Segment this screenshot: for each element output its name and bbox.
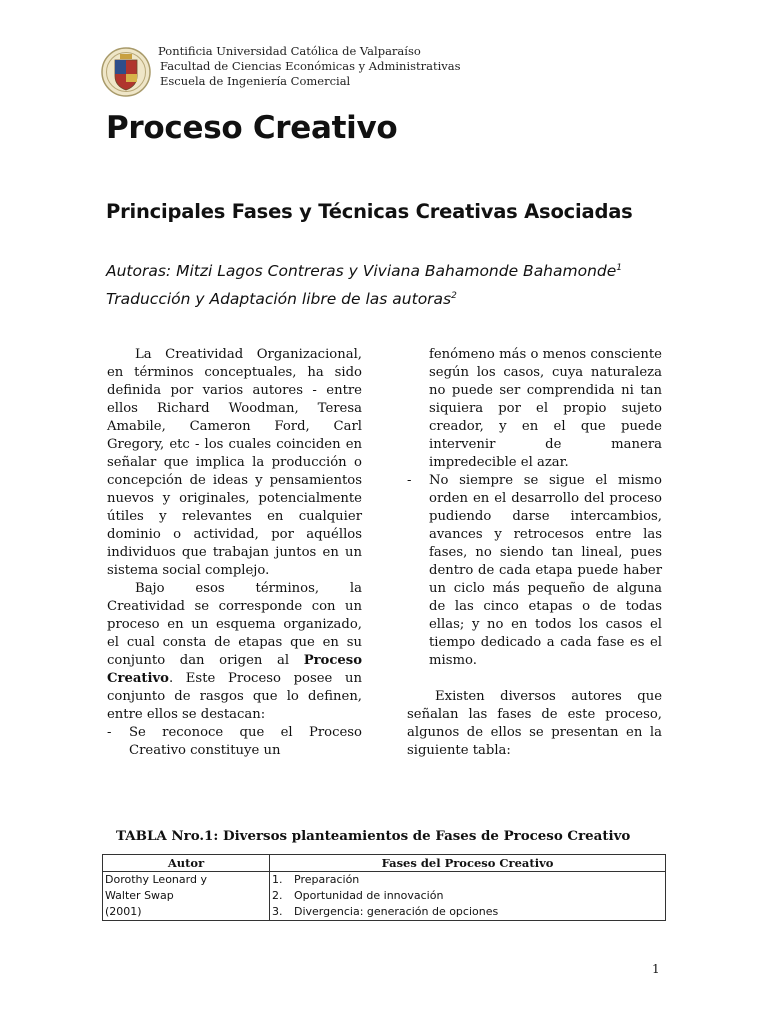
translation-line bbox=[106, 284, 622, 312]
institution-header bbox=[158, 44, 461, 89]
authors-text: Autoras: Mitzi Lagos Contreras y Viviana Bahamonde Bahamonde bbox=[106, 262, 617, 280]
table-row bbox=[103, 872, 666, 921]
author-line: Dorothy Leonard y bbox=[105, 873, 207, 886]
phase-item bbox=[272, 904, 663, 920]
authors-block bbox=[106, 256, 622, 312]
list-item-text: Se reconoce que el Proceso Creativo constituye un bbox=[129, 725, 362, 758]
university-name: Pontificia Universidad Católica de Valparaíso bbox=[158, 44, 421, 58]
paragraph-creative-process bbox=[107, 580, 362, 724]
bullet-marker: - bbox=[107, 725, 112, 740]
table-caption: TABLA Nro.1: Diversos planteamientos de Fases de Proceso Creativo bbox=[116, 828, 631, 844]
column-header-author: Autor bbox=[103, 855, 270, 872]
phase-number: 3. bbox=[272, 905, 283, 918]
phases-table bbox=[102, 854, 666, 921]
paragraph-text: . Este Proceso posee un conjunto de rasgos que lo definen, entre ellos se destacan: bbox=[107, 671, 362, 722]
phase-number: 1. bbox=[272, 873, 283, 886]
list-item bbox=[107, 724, 362, 760]
author-cell bbox=[103, 872, 270, 921]
paragraph-text: Bajo esos términos, la Creatividad se corresponde con un proceso en un esquema organizado, el cual consta de etapas que en su conjunto dan origen al bbox=[107, 581, 362, 668]
list-item-continuation: fenómeno más o menos consciente según los casos, cuya naturaleza no puede ser comprendida ni tan siquiera por el propio sujeto creador, y en el que puede intervenir de manera impredecible el azar. bbox=[429, 347, 662, 470]
faculty-name: Facultad de Ciencias Económicas y Administrativas bbox=[160, 59, 461, 73]
phase-text: Preparación bbox=[294, 873, 360, 886]
page-number: 1 bbox=[652, 962, 660, 976]
paragraph-authors-intro: Existen diversos autores que señalan las fases de este proceso, algunos de ellos se presentan en la siguiente tabla: bbox=[407, 689, 662, 758]
phase-number: 2. bbox=[272, 889, 283, 902]
school-name: Escuela de Ingeniería Comercial bbox=[160, 74, 351, 88]
bold-term: Proceso Creativo bbox=[107, 653, 362, 686]
document-title: Proceso Creativo bbox=[106, 110, 398, 146]
translation-text: Traducción y Adaptación libre de las autoras bbox=[106, 290, 452, 308]
footnote-ref-1: 1 bbox=[616, 263, 623, 273]
table-header-row bbox=[103, 855, 666, 872]
footnote-ref-2: 2 bbox=[451, 291, 457, 301]
bullet-marker: - bbox=[407, 473, 412, 488]
author-line: Walter Swap bbox=[105, 889, 174, 902]
authors-line bbox=[106, 256, 622, 284]
phase-text: Oportunidad de innovación bbox=[294, 889, 444, 902]
column-header-phases: Fases del Proceso Creativo bbox=[270, 855, 666, 872]
list-item-text: No siempre se sigue el mismo orden en el desarrollo del proceso pudiendo darse intercambios, avances y retrocesos entre las fases, no siendo tan lineal, pues dentro de cada etapa puede haber un ciclo más pequeño de alguna de las cinco etapas o de todas ellas; y no en todos los casos el tiempo dedicado a cada fase es el mismo. bbox=[429, 473, 662, 668]
phase-item bbox=[272, 888, 663, 904]
left-column bbox=[107, 346, 362, 760]
document-subtitle: Principales Fases y Técnicas Creativas Asociadas bbox=[106, 200, 633, 223]
author-line: (2001) bbox=[105, 905, 142, 918]
phases-cell bbox=[270, 872, 666, 921]
paragraph-creativity-definition: La Creatividad Organizacional, en términos conceptuales, ha sido definida por varios autores - entre ellos Richard Woodman, Teresa Amabile, Cameron Ford, Carl Gregory, etc - los cuales coinciden en señalar que implica la producción o concepción de ideas y pensamientos nuevos y originales, potencialmente útiles y relevantes en cualquier dominio o actividad, por aquéllos individuos que trabajan juntos en un sistema social complejo. bbox=[107, 347, 362, 578]
paragraph-spacer bbox=[407, 670, 662, 688]
right-column bbox=[407, 346, 662, 760]
phase-item bbox=[272, 872, 663, 888]
phase-text: Divergencia: generación de opciones bbox=[294, 905, 499, 918]
university-seal-icon bbox=[101, 46, 151, 98]
list-item bbox=[407, 472, 662, 670]
